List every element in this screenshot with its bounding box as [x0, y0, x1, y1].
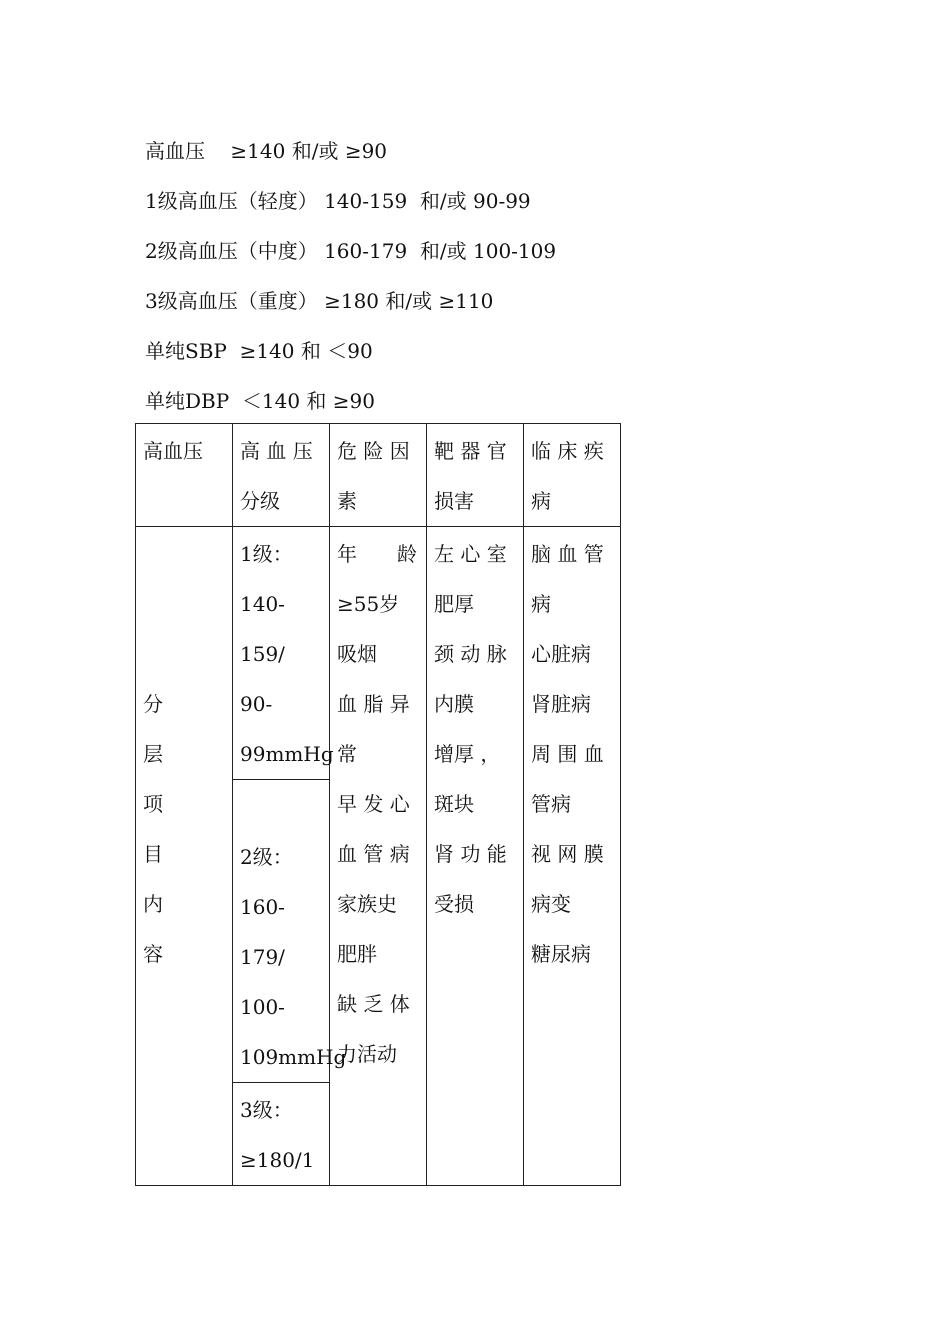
- table-header-row: [136, 424, 621, 527]
- header-cell: [330, 424, 427, 527]
- table-row: [136, 527, 621, 780]
- grade-text: 1级：: [240, 542, 293, 566]
- disease-text: 周 围 血: [531, 742, 604, 766]
- grade-text: 100-: [240, 995, 285, 1019]
- row-label-cell: [136, 527, 233, 1186]
- organ-text: 肾 功 能: [434, 842, 507, 866]
- grade-text: 3级：: [240, 1098, 293, 1122]
- grade-text: 179/: [240, 945, 285, 969]
- risk-text: 力活动: [337, 1042, 397, 1066]
- risk-text: 家族史: [337, 892, 397, 916]
- disease-text: 心脏病: [531, 642, 591, 666]
- row-label-char: 容: [143, 942, 163, 966]
- grade-text: 99mmHg: [240, 742, 334, 766]
- header-text: 损害: [434, 489, 474, 513]
- organ-text: 斑块: [434, 792, 474, 816]
- header-text: 分级: [240, 489, 280, 513]
- disease-text: 管病: [531, 792, 571, 816]
- organ-text: 肥厚: [434, 592, 474, 616]
- text-line: 1级高血压（轻度） 140-159 和/或 90-99: [145, 189, 531, 213]
- risk-text: 吸烟: [337, 642, 377, 666]
- disease-text: 脑 血 管: [531, 542, 604, 566]
- risk-text: 血 管 病: [337, 842, 410, 866]
- grade-text: 2级：: [240, 845, 293, 869]
- text-line: 高血压 ≥140 和/或 ≥90: [145, 139, 388, 163]
- target-organ-cell: [427, 527, 524, 1186]
- text-line: 3级高血压（重度） ≥180 和/或 ≥110: [145, 289, 494, 313]
- header-text: 高血压: [143, 439, 203, 463]
- grade-text: 159/: [240, 642, 285, 666]
- organ-text: 颈 动 脉: [434, 642, 507, 666]
- risk-text: 血 脂 异: [337, 692, 410, 716]
- risk-text: 肥胖: [337, 942, 377, 966]
- disease-text: 病变: [531, 892, 571, 916]
- organ-text: 受损: [434, 892, 474, 916]
- risk-text: 年 龄: [337, 542, 417, 566]
- organ-text: 左 心 室: [434, 542, 507, 566]
- text-line: 单纯DBP ＜140 和 ≥90: [145, 389, 375, 413]
- row-label-char: 层: [143, 742, 163, 766]
- disease-text: 糖尿病: [531, 942, 591, 966]
- grade-text: 90-: [240, 692, 273, 716]
- risk-text: 缺 乏 体: [337, 992, 410, 1016]
- grade-2-cell: [233, 780, 347, 1083]
- grade-text: 160-: [240, 895, 285, 919]
- disease-text: 视 网 膜: [531, 842, 604, 866]
- grade-text: ≥180/1: [240, 1148, 315, 1172]
- header-text: 靶 器 官: [434, 439, 507, 463]
- risk-factors-cell: [330, 527, 427, 1186]
- text-line: 单纯SBP ≥140 和 ＜90: [145, 339, 373, 363]
- grade-1-cell: [233, 527, 334, 780]
- header-cell: [427, 424, 524, 527]
- row-label-char: 内: [143, 892, 163, 916]
- organ-text: 增厚 ，: [434, 742, 501, 766]
- risk-text: 常: [337, 742, 357, 766]
- header-text: 高 血 压: [240, 439, 313, 463]
- grade-text: 140-: [240, 592, 285, 616]
- disease-text: 肾脏病: [531, 692, 591, 716]
- header-text: 素: [337, 489, 357, 513]
- risk-text: ≥55岁: [337, 592, 400, 616]
- header-text: 病: [531, 489, 551, 513]
- organ-text: 内膜: [434, 692, 474, 716]
- header-cell: [524, 424, 621, 527]
- disease-text: 病: [531, 592, 551, 616]
- grade-text: 109mmHg: [240, 1045, 347, 1069]
- risk-text: 早 发 心: [337, 792, 410, 816]
- row-label-char: 目: [143, 842, 163, 866]
- clinical-disease-cell: [524, 527, 621, 1186]
- header-cell: [233, 424, 330, 527]
- header-text: 危 险 因: [337, 439, 410, 463]
- grade-3-cell: [233, 1083, 330, 1186]
- row-label-char: 分: [143, 692, 163, 716]
- hypertension-table: [135, 423, 621, 1186]
- header-cell: [136, 424, 233, 527]
- row-label-char: 项: [143, 792, 163, 816]
- text-line: 2级高血压（中度） 160-179 和/或 100-109: [145, 239, 557, 263]
- header-text: 临 床 疾: [531, 439, 604, 463]
